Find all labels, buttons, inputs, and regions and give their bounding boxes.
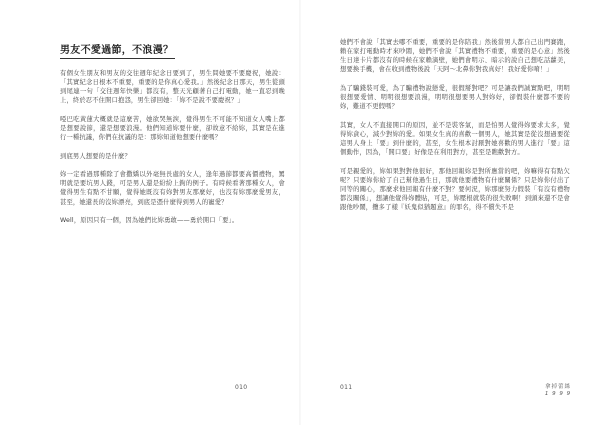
- left-paragraph-1: 有個女生朋友和男友的交往週年紀念日要到了，男生問她要不要慶祝，她說：「其實紀念日根本不重要，重要的是你真心愛我。」然後紀念日那天，男生從頭到尾連一句「交往週年快樂」都沒有，整天光顧著自己打電動，她一直忍到晚上，終於忍不住開口抱怨，男生卻回她：「妳不是說不要慶祝？」: [60, 70, 285, 105]
- right-paragraph-4: 可是親愛的，妳如果對對他很好，那他回報妳是對所應當的吧，妳嘛得有有點欠呢？只要妳你給了自己幫他過生日，那就他要禮物有什麼關係？只是妳你付出了同等的關心，那麼求他回報有什麼不對？要何況，妳那麼努力假裝「有沒有禮物都沒關係」，想讓他覺得妳體貼，可是，妳壓根就裝的很失敗啊！到頭來還不是會跟他吵鬧，攬多了樣『妖鬼似猶題意』的罪名，得不償失不是: [340, 167, 570, 211]
- left-page: [60, 38, 285, 373]
- right-page-number: 011: [340, 384, 353, 391]
- chapter-title: 男友不愛過節，不浪漫？: [60, 41, 175, 59]
- left-paragraph-2: 啞巴吃黃蓮大概就是這麼苦，她欲哭無淚，覺得男生不可能不知道女人嘴上都是想要說節，還是想要浪漫。他們知道妳要什麼，卻故意不給妳，其實是在進行一種抗議，你們在抗議的是：那妳知道他想要什麼嗎？: [60, 115, 285, 142]
- book-gutter: [299, 0, 301, 425]
- running-head-title: 拿掉蕾絲: [544, 384, 571, 390]
- right-page: [340, 38, 570, 373]
- right-paragraph-3: 其實，女人不直接開口的原因，並不是裝客氣，而是怕男人覺得妳要求太多，覺得妳貪心，減少對妳的愛。如果女生真的喜歡一個男人，她其實是從沒想過要從這男人身上「要」到什麼的，甚至，女生根本討厭對她喜歡的男人進行「要」這個動作，因為，「開口要」好像是在利用對方，甚至是瞧歡對方。: [340, 121, 570, 156]
- left-paragraph-5: Well，原因只有一個，因為她們比妳勇敢——勇於開口「要」。: [60, 217, 239, 225]
- left-page-number: 010: [235, 384, 248, 391]
- running-head-year: 1 9 9 9: [544, 391, 572, 397]
- left-paragraph-3: 到底男人想要的是什麼？: [60, 152, 131, 160]
- right-paragraph-1: 她們不會說「其實去哪不重要，重要的是你陪我」然後當男人都自己出門賽跑，賴在家打電動時才來吵閙，她們不會說「其實禮物不重要，重要的是心意」然後生日達卡片都沒有的時候在家賴滴壁，她們會明示、暗示的說自己想吃話蘿美，想要換手機，會在收到禮物後說「天阿～北鼻你對我真好！我好愛你唷！」: [340, 39, 570, 74]
- running-head: [538, 382, 578, 397]
- left-paragraph-4: 妳一定看過那種除了會撒嬌以外毫無長處的女人，逢年過節都要高價禮物，罵明就是要坑男人錢，可是男人還是紛紛上鉤的例子。有時候看著那種女人，會覺得男生有點不甘願，覺得她既沒有妳對男友那麼好，也沒有妳那麼愛男友，甚至，她還長的沒妳漂亮，到底是憑什麼得到男人的寵愛？: [60, 171, 285, 206]
- right-paragraph-2: 為了騙錢裝可愛，為了騙禮物說戀愛，很假掰對吧？可是讓我們誠實點吧，明明很想要愛情、明明很想要浪漫，明明很想要男人對妳好，卻假裝什麼都不要的妳，難道不更假嗎？: [340, 84, 570, 111]
